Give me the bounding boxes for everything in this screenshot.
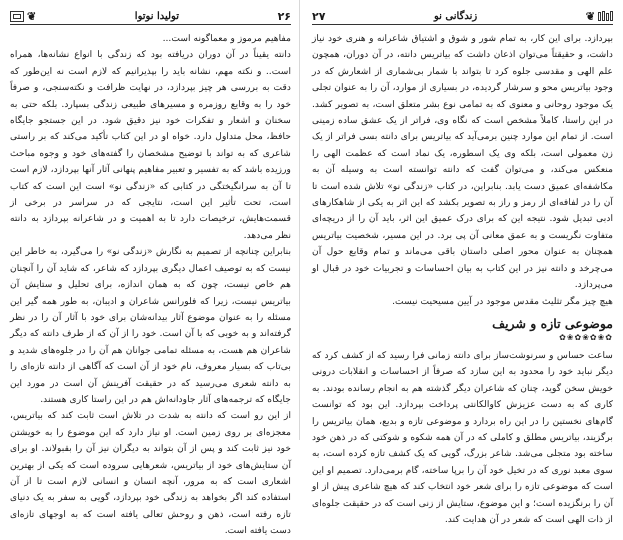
- left-page-header: [10, 8, 291, 25]
- heading-ornament: ✿❀✿❀✿❀✿: [559, 332, 613, 342]
- right-page-header: [312, 8, 613, 25]
- right-running-title: زندگانی نو: [434, 10, 478, 22]
- frame-icon: [10, 11, 24, 22]
- left-paragraph: از این رو است که دانته به شدت در تلاش است ثابت کند که بیاتریس، معجزه‌ای بر روی زمین است. او نیاز دارد که این موضوع را به خویشتن خود نیز ثابت کند و پس از آن بتواند به دیگران نیز آن را بقبولاند. او برای آن ستایش‌های خود از بیاتریس، شعرهایی سروده است که یکی از بهترین اشعاری است که به مرور، آنچه انسان و انسانی لازم است تا از آن استفاده کند اگر بخواهد به زندگی خود بپردازد، گویی به سفر به یک دنیای تازه رفته است، ذهن و روحش تعالی یافته است که به اوجهای تازه‌ای دست یافته است.: [10, 410, 291, 537]
- left-paragraph: بنابراین چنانچه از تصمیم به نگارش «زندگی نو» را می‌گیرد، به خاطر این نیست که به توصیف اعمال دیگری بپردازد که شاعر، که شاید آن را آنچنان هم خاص نیست، چون که به همان اندازه، برای تحلیل و ستایش آن بیاتریس نیست، زیرا که فلورانس شاعران و ادیبان، به طور همه گیر این مسئله را به عنوان موضوع آثار بیدانه‌شان برای خود با آثار آن را در نظر گرفته‌اند و به خوبی که با آن است. خود را از آن که از طرف دانته که دیگر شاعران هم هست، به مسئله تمامی جوانان هم آن را در جلوه‌های شدید و بی‌تاب که بسیار معروف، نام خود از آن است که آگاهی از دانته تازه‌ای را به دانته شعری می‌رسید که در حقیقت آفرینش آن است در مورد این جایگاه که ترجمه‌های آثار جاودانه‌اش هم در این راستا کاری هستند.: [10, 246, 291, 405]
- right-paragraph: بپردازد. برای این کار، به تمام شور و شوق و اشتیاق شاعرانه و هنری خود نیاز داشت، و حقیقتاً می‌توان اذعان داشت که بیاتریس دانته، در آن دوران، همچون علم الهی و مقدسی جلوه کرد تا بتواند با شمار بی‌شماری از اشعارش که در وجود بیاتریس محو و سرشار گردیده، در بسیاری از موارد، آن را به عنوان تجلی یک موجود روحانی و معنوی که به تمامی نوع بشر متعلق است، به تصویر کشد. در این راستا، کاملاً مشخص است که نگاه وی، فراتر از یک عشق ساده زمینی است. از تمام این موارد چنین برمی‌آید که بیاتریس برای دانته بسی فراتر از یک زن معمولی است، بلکه وی یک اسطوره، یک نماد است که عظمت الهی را منعکس می‌کند، و می‌توان گفت که دانته توانسته است به وسیله آن به مکاشفه‌ای عمیق دست یابد. بنابراین، در کتاب «زندگی نو» تلاش شده است تا آن را در لفافه‌ای از رمز و راز به تصویر بکشد که این اثر به یکی از شاهکارهای ادبی تبدیل شود. نتیجه این که برای درک عمیق این اثر، باید آن را از دریچه‌ای متفاوت نگریست و به عمق معانی آن پی برد. در این مسیر، شخصیت بیاتریس همچنان به عنوان محور اصلی داستان باقی می‌ماند و تمام وقایع حول آن می‌چرخد و دانته نیز در این کتاب به بیان احساسات و تجربیات خود در قبال او می‌پردازد.: [312, 33, 613, 291]
- left-running-title: تولیدا نوتوا: [134, 10, 179, 22]
- left-paragraph: دانته یقیناً در آن دوران دریافته بود که زندگی با انواع نشانه‌ها، همراه است.. و نکته مهم، نشانه باید را بپذیرانیم که لازم است نه این‌طور که دقت به بررسی هر چیز بپردازد، در نهایت ظرافت و نکته‌سنجی، و صرفاً خود را به وقایع روزمره و مسیرهای طبیعی زندگی بسپارد. بلکه حتی به سخنان و اشعار و تفکرات خود نیز دقیق شود. در این جستجو جایگاه حافظ، محل متداول دارد. خواه او در این کتاب تأکید می‌کند که بر راستی شاعری که به تواند با توضیح مشخصان را گفته‌های خود و وجوه مباحث ورزیده باشد که به تفسیر و تعبیر مفاهیم پنهانی آثار آنها بپردازد، لازم است تا آن به سرانگیختگی در کتابی که «زندگی نو» است این است که کتاب است، تحت تأثیر این است، نتایجی که در سراسر در برخی از قسمت‌هایش، ترخیصات دارد تا به اهمیت و در شاعرانه بپردازد به دانته نظر می‌دهد.: [10, 49, 291, 241]
- left-page-body: [10, 31, 291, 540]
- left-header-ornaments: [10, 10, 36, 23]
- left-page: [0, 0, 300, 537]
- section-heading: موضوعی تازه و شریف: [492, 315, 613, 331]
- right-page: [300, 0, 623, 525]
- books-icon: [598, 11, 613, 21]
- flower-icon: ❦: [27, 9, 37, 23]
- left-paragraph: مفاهیم مرموز و معماگونه است...: [162, 33, 291, 44]
- left-page-number: ۲۶: [277, 9, 291, 23]
- right-page-number: ۲۷: [312, 9, 326, 23]
- right-paragraph: هیچ چیز مگر تثلیث مقدس موجود در آیین مسیحیت نیست.: [392, 295, 613, 307]
- flower-icon: ❦: [585, 9, 595, 23]
- right-paragraph: ساعت حساس و سرنوشت‌ساز برای دانته زمانی فرا رسید که از کشف کرد که دیگر نباید خود را محدود به این سازد که صرفاً از احساسات و انقلابات درونی خویش سخن گوید، چنان که شاعران دیگر گذشته هم به انجام رسانده بودند. به کاری که به دست عزیزش کاوالکانتی پرداخت بپردازد. این بود که توانست گام‌های نخستین را در این راه بردارد و موضوعی تازه و بدیع، همان بیاتریس را برگزیند، بیاتریس مطلق و کاملی که در آن همه شکوه و شوکتی که در ذهن خود ساخته بود متجلی می‌شد. شاعر بزرگ، گویی که یک کشف تازه کرده است، به سوی معبد نوری که در تخیل خود آن را برپا ساخته، گام برمی‌دارد. تصمیم او این است که موضوعی تازه را برای شعر خود انتخاب کند که هیچ شاعری پیش از او آن را برنگزیده است؛ و این موضوع، ستایش از زنی است که در حقیقت جلوه‌ای از ذات الهی است که شعر در آن هدایت کند.: [312, 349, 613, 525]
- right-header-ornaments: [586, 10, 613, 23]
- right-page-body: [312, 31, 613, 528]
